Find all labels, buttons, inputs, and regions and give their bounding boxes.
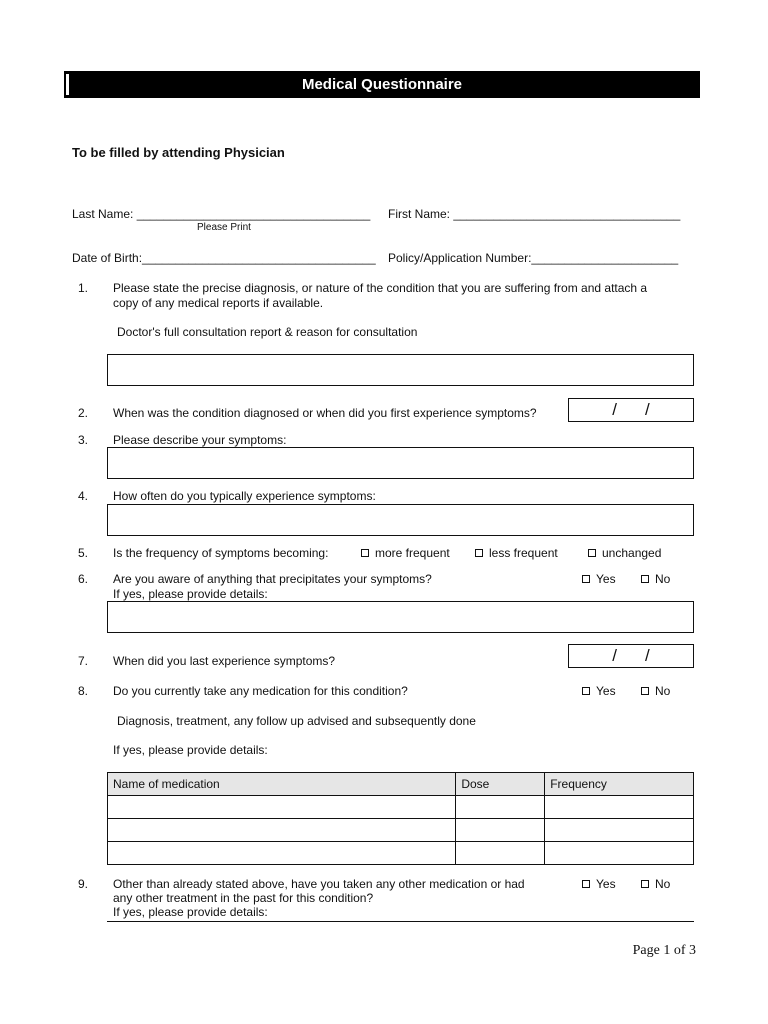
option-label: No: [655, 877, 671, 891]
q5-option-less-frequent[interactable]: [475, 546, 558, 560]
option-label: less frequent: [489, 546, 558, 560]
date-separator: /: [645, 646, 650, 665]
q1-text-line2: copy of any medical reports if available.: [113, 296, 324, 310]
q1-text-line1: Please state the precise diagnosis, or nature of the condition that you are suffering from and attach a: [113, 281, 648, 295]
title-bar: [64, 71, 700, 98]
q5-text: Is the frequency of symptoms becoming:: [113, 546, 329, 560]
q7-number: 7.: [78, 654, 89, 668]
q6-text: Are you aware of anything that precipitates your symptoms?: [113, 572, 432, 586]
checkbox-icon[interactable]: [475, 549, 483, 557]
table-row: [108, 796, 694, 819]
table-cell[interactable]: [456, 842, 545, 865]
table-cell[interactable]: [545, 796, 694, 819]
q4-answer-box[interactable]: [107, 504, 694, 536]
checkbox-icon[interactable]: [588, 549, 596, 557]
q2-date-box[interactable]: [568, 398, 694, 422]
option-label: No: [655, 572, 671, 586]
col-name-of-medication: Name of medication: [108, 773, 456, 796]
option-label: Yes: [596, 684, 616, 698]
option-label: No: [655, 684, 671, 698]
medication-table: [107, 772, 694, 865]
q9-number: 9.: [78, 877, 89, 891]
q3-text: Please describe your symptoms:: [113, 433, 287, 447]
table-cell[interactable]: [545, 842, 694, 865]
q4-number: 4.: [78, 489, 89, 503]
option-label: more frequent: [375, 546, 450, 560]
dob-field[interactable]: Date of Birth:___________________________________: [72, 251, 376, 265]
q1-number: 1.: [78, 281, 89, 295]
checkbox-icon[interactable]: [641, 880, 649, 888]
q8-text: Do you currently take any medication for this condition?: [113, 684, 408, 698]
policy-number-field[interactable]: Policy/Application Number:______________________: [388, 251, 679, 265]
q3-number: 3.: [78, 433, 89, 447]
checkbox-icon[interactable]: [641, 575, 649, 583]
table-header-row: [108, 773, 694, 796]
checkbox-icon[interactable]: [582, 880, 590, 888]
table-cell[interactable]: [456, 819, 545, 842]
please-print-label: Please Print: [197, 222, 251, 233]
q3-answer-box[interactable]: [107, 447, 694, 479]
table-cell[interactable]: [108, 819, 456, 842]
checkbox-icon[interactable]: [361, 549, 369, 557]
q9-subtext: If yes, please provide details:: [113, 905, 268, 919]
table-cell[interactable]: [456, 796, 545, 819]
q5-option-more-frequent[interactable]: [361, 546, 450, 560]
date-separator: /: [612, 646, 617, 665]
q4-text: How often do you typically experience symptoms:: [113, 489, 376, 503]
table-cell[interactable]: [545, 819, 694, 842]
q5-number: 5.: [78, 546, 89, 560]
q9-text-line1: Other than already stated above, have you taken any other medication or had: [113, 877, 525, 891]
form-subtitle: To be filled by attending Physician: [72, 145, 285, 160]
q9-text-line2: any other treatment in the past for this condition?: [113, 891, 374, 905]
table-cell[interactable]: [108, 842, 456, 865]
last-name-field[interactable]: Last Name: ___________________________________: [72, 207, 371, 221]
table-row: [108, 819, 694, 842]
q1-note: Doctor's full consultation report & reason for consultation: [117, 325, 418, 339]
checkbox-icon[interactable]: [582, 687, 590, 695]
option-label: unchanged: [602, 546, 662, 560]
date-separator: /: [612, 400, 617, 419]
first-name-field[interactable]: First Name: __________________________________: [388, 207, 681, 221]
q2-number: 2.: [78, 406, 89, 420]
q9-yes-option[interactable]: [582, 877, 616, 891]
q1-answer-box[interactable]: [107, 354, 694, 386]
q8-note: Diagnosis, treatment, any follow up advised and subsequently done: [117, 714, 476, 728]
checkbox-icon[interactable]: [641, 687, 649, 695]
col-dose: Dose: [456, 773, 545, 796]
q8-no-option[interactable]: [641, 684, 670, 698]
table-cell[interactable]: [108, 796, 456, 819]
checkbox-icon[interactable]: [582, 575, 590, 583]
option-label: Yes: [596, 877, 616, 891]
q5-option-unchanged[interactable]: [588, 546, 661, 560]
option-label: Yes: [596, 572, 616, 586]
q8-subtext: If yes, please provide details:: [113, 743, 268, 757]
q6-number: 6.: [78, 572, 89, 586]
page-number: Page 1 of 3: [632, 943, 696, 958]
page-title: Medical Questionnaire: [301, 76, 463, 93]
q8-yes-option[interactable]: [582, 684, 616, 698]
col-frequency: Frequency: [545, 773, 694, 796]
date-separator: /: [645, 400, 650, 419]
q7-text: When did you last experience symptoms?: [113, 654, 336, 668]
q9-no-option[interactable]: [641, 877, 670, 891]
q8-number: 8.: [78, 684, 89, 698]
q6-no-option[interactable]: [641, 572, 670, 586]
q6-answer-box[interactable]: [107, 601, 694, 633]
table-row: [108, 842, 694, 865]
q7-date-box[interactable]: [568, 644, 694, 668]
title-bar-marker: [66, 74, 69, 95]
q6-subtext: If yes, please provide details:: [113, 587, 268, 601]
q2-text: When was the condition diagnosed or when did you first experience symptoms?: [113, 406, 537, 420]
q9-answer-line[interactable]: [107, 921, 694, 922]
q6-yes-option[interactable]: [582, 572, 616, 586]
